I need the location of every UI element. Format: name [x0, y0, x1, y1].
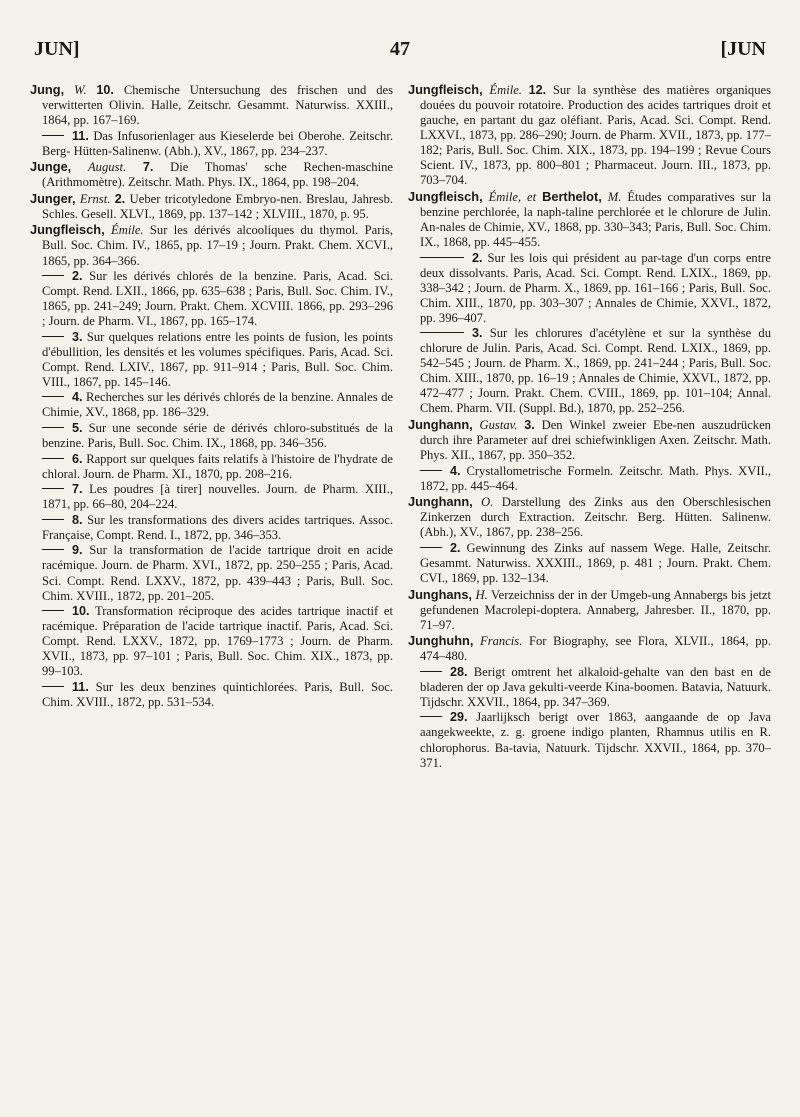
entry-number: 2.	[114, 191, 126, 206]
ditto-dash	[42, 427, 64, 428]
entry-number: 9.	[72, 543, 83, 558]
entry-number: 10.	[72, 604, 90, 619]
bibliography-entry	[408, 82, 771, 188]
entry-text: For Biography, see Flora, XLVII., 1864, pp. 474–480.	[420, 634, 771, 664]
bibliography-entry	[30, 543, 393, 603]
author-given-name: Émile.	[111, 223, 144, 238]
author-surname: Junghann,	[408, 494, 473, 510]
bibliography-entry	[30, 222, 393, 268]
bibliography-entry	[408, 417, 771, 463]
entry-number: 11.	[72, 679, 89, 694]
ditto-dash	[420, 547, 442, 548]
bibliography-entry	[408, 189, 771, 250]
bibliography-entry	[30, 159, 393, 190]
author-surname: Jungfleisch,	[408, 188, 483, 204]
entry-number: 6.	[72, 451, 83, 466]
ditto-dash	[420, 332, 464, 333]
entry-text: Sur la synthèse des matières organiques douées du pouvoir rotatoire. Production des acides tartriques droit et gauche, en partant du gaz oléfiant. Paris, Acad. Sci. Compt. Rend. LXXVI., 1873, pp. 286–290; Journ. de Pharm. XVII., 1873, pp. 177–182; Paris, Bull. Soc. Chim. XIX., 1873, pp. 194–199 ; Revue Cours Scient. IV., 1873, pp. 800–801 ; Pharmaceut. Journ. III., 1873, pp. 703–704.	[420, 83, 771, 188]
author-given-name: O.	[481, 495, 494, 510]
entry-number: 2.	[72, 269, 83, 284]
entry-text: Sur les lois qui président au par-tage d'un corps entre deux dissolvants. Paris, Acad. Sci. Compt. Rend. LXIX., 1869, pp. 338–342 ; Journ. de Pharm. X., 1869, pp. 161–166 ; Paris, Bull. Soc. Chim. XIII., 1870, pp. 303–307 ; Annales de Chimie, XXVI., 1872, pp. 396–407.	[420, 250, 771, 325]
ditto-dash	[420, 716, 442, 717]
entry-text: Ueber tricotyledone Embryo-nen. Breslau, Jahresb. Schles. Gesell. XLVI., 1869, pp. 137–142 ; XLVIII., 1870, p. 95.	[42, 191, 394, 221]
entry-text: Recherches sur les dérivés chlorés de la benzine. Annales de Chimie, XV., 1868, pp. 186–329.	[42, 390, 393, 420]
bibliography-entry	[408, 633, 771, 664]
bibliography-entry	[30, 390, 393, 420]
ditto-dash	[42, 686, 64, 687]
bibliography-entry	[30, 82, 393, 128]
author-given-name: W.	[74, 83, 87, 97]
entry-text: Crystallometrische Formeln. Zeitschr. Math. Phys. XVII., 1872, pp. 445–464.	[420, 463, 771, 493]
bibliography-entry	[408, 587, 771, 633]
author-surname: Junge,	[30, 159, 72, 175]
entry-number: 2.	[472, 250, 483, 265]
author-surname: Jungfleisch,	[408, 82, 483, 97]
entry-text: Les poudres [à tirer] nouvelles. Journ. de Pharm. XIII., 1871, pp. 66–80, 204–224.	[42, 482, 393, 512]
coauthor-surname: Berthelot,	[542, 188, 602, 204]
entry-number: 10.	[96, 83, 114, 97]
entry-number: 7.	[72, 482, 83, 497]
bibliography-entry	[30, 129, 393, 159]
entry-number: 3.	[472, 326, 483, 341]
entry-text: Die Thomas' sche Rechen-maschine (Arithmomètre). Zeitschr. Math. Phys. IX., 1864, pp. 198–204.	[42, 160, 393, 190]
entry-text: Transformation réciproque des acides tartrique inactif et racémique. Préparation de l'acide tartrique inactif. Paris, Acad. Sci. Compt. Rend. LXXV., 1872, pp. 1769–1773 ; Journ. de Pharm. XVII., 1873, pp. 97–101 ; Paris, Bull. Soc. Chim. XIX., 1873, pp. 99–103.	[42, 604, 394, 679]
entry-text: Den Winkel zweier Ebe-nen auszudrücken durch ihre Parameter auf drei schiefwinkligen Axen. Zeitschr. Math. Phys. XII., 1867, pp. 350–352.	[420, 418, 771, 463]
entry-number: 5.	[72, 421, 83, 436]
entry-text: Sur les dérivés alcooliques du thymol. Paris, Bull. Soc. Chim. IV., 1865, pp. 17–19 ; Journ. Prakt. Chem. XCVI., 1865, pp. 364–366.	[42, 223, 393, 268]
entry-number: 4.	[450, 463, 461, 478]
ditto-dash	[42, 610, 64, 611]
ditto-dash	[42, 488, 64, 489]
bibliography-entry	[30, 452, 393, 482]
bibliography-entry	[30, 680, 393, 710]
ditto-dash	[42, 549, 64, 550]
author-given-name: Gustav.	[479, 418, 518, 433]
author-given-name: August.	[87, 160, 127, 175]
author-surname: Junghuhn,	[408, 633, 474, 649]
left-column	[30, 82, 393, 710]
entry-number: 3.	[524, 418, 535, 433]
ditto-dash	[42, 396, 64, 397]
bibliography-entry	[30, 269, 393, 329]
bibliography-entry	[408, 665, 771, 710]
bibliography-entry	[30, 421, 393, 451]
entry-text: Gewinnung des Zinks auf nassem Wege. Halle, Zeitschr. Gesammt. Naturwiss. XXXIII., 1869, p. 481 ; Journ. Prakt. Chem. CVI., 1869, pp. 132–134.	[420, 540, 771, 585]
ditto-dash	[420, 671, 442, 672]
entry-number: 12.	[528, 83, 547, 97]
ditto-dash	[420, 257, 464, 258]
entry-text: Sur quelques relations entre les points de fusion, les points d'ébullition, les densités et les volumes spécifiques. Paris, Acad. Sci. Compt. Rend. LXIV., 1867, pp. 911–914 ; Paris, Bull. Soc. Chim. VIII., 1867, pp. 145–146.	[42, 329, 393, 389]
entry-number: 7.	[142, 160, 154, 175]
bibliography-entry	[30, 191, 393, 222]
bibliography-entry	[30, 330, 393, 390]
author-given-name: Ernst.	[79, 191, 111, 206]
author-surname: Junghann,	[408, 417, 473, 433]
ditto-dash	[42, 519, 64, 520]
entry-number: 29.	[450, 710, 468, 725]
author-surname: Jung,	[30, 82, 65, 97]
entry-text: Jaarlijksch berigt over 1863, aangaande de op Java aangekweekte, z. g. groene indigo planten, Rhamnus utilis en R. chlorophorus. Ba-tavia, Natuurk. Tijdschr. XXVII., 1864, pp. 370–371.	[420, 710, 771, 770]
author-given-name: Émile.	[489, 83, 522, 97]
bibliography-entry	[30, 604, 393, 679]
author-surname: Junger,	[30, 190, 76, 206]
entry-text: Sur la transformation de l'acide tartrique droit en acide racémique. Journ. de Pharm. XVI., 1872, pp. 250–255 ; Paris, Acad. Sci. Compt. Rend. LXXV., 1872, pp. 439–443 ; Paris, Bull. Soc. Chim. XVIII., 1872, pp. 201–205.	[42, 543, 394, 603]
entry-number: 3.	[72, 329, 83, 344]
page-header	[34, 38, 766, 64]
bibliography-entry	[408, 251, 771, 326]
bibliography-entry	[408, 464, 771, 494]
header-right: [JUN	[720, 38, 766, 60]
entry-text: Verzeichniss der in der Umgeb-ung Annabergs bis jetzt gefundenen Macrolepi-doptera. Annaberg, Jahresber. II., 1870, pp. 71–97.	[420, 587, 771, 632]
author-given-name: H.	[475, 587, 488, 602]
header-left: JUN]	[34, 38, 80, 60]
bibliography-entry	[408, 541, 771, 586]
bibliography-entry	[408, 326, 771, 416]
ditto-dash	[420, 470, 442, 471]
entry-text: Berigt omtrent het alkaloid-gehalte van den bast en de bladeren der op Java gekulti-veerde Kina-boomen. Batavia, Natuurk. Tijdschr. XXVII., 1864, pp. 347–369.	[420, 664, 771, 709]
entry-number: 2.	[450, 540, 461, 555]
entry-number: 8.	[72, 512, 83, 527]
ditto-dash	[42, 135, 64, 136]
bibliography-entry	[30, 513, 393, 543]
entry-text: Sur les transformations des divers acides tartriques. Assoc. Française, Compt. Rend. I., 1872, pp. 346–353.	[42, 512, 393, 542]
entry-text: Rapport sur quelques faits relatifs à l'histoire de l'hydrate de chloral. Journ. de Pharm. XI., 1870, pp. 208–216.	[42, 451, 393, 481]
entry-text: Das Infusorienlager aus Kieselerde bei Oberohe. Zeitschr. Berg- Hütten-Salinenw. (Abh.), XV., 1867, pp. 234–237.	[42, 128, 393, 158]
entry-number: 11.	[72, 128, 89, 143]
bibliography-entry	[408, 710, 771, 770]
coauthor-given-name: M.	[607, 189, 622, 204]
bibliography-entry	[408, 494, 771, 540]
entry-text: Études comparatives sur la benzine perchlorée, la naph-taline perchlorée et le chlorure de Julin. An-nales de Chimie, XV., 1868, pp. 330–343; Paris, Bull. Soc. Chim. IX., 1868, pp. 445–455.	[420, 189, 772, 249]
entry-number: 4.	[72, 390, 83, 405]
ditto-dash	[42, 275, 64, 276]
author-surname: Junghans,	[408, 586, 472, 602]
right-column	[408, 82, 771, 771]
entry-text: Sur les dérivés chlorés de la benzine. Paris, Acad. Sci. Compt. Rend. LXII., 1866, pp. 635–638 ; Paris, Bull. Soc. Chim. IV., 1865, pp. 241–249; Journ. Prakt. Chem. XCVIII. 1866, pp. 293–296 ; Journ. de Pharm. VI., 1867, pp. 165–174.	[42, 269, 393, 329]
author-given-name: Émile, et	[488, 189, 537, 204]
page-number: 47	[390, 38, 410, 60]
entry-text: Chemische Untersuchung des frischen und des verwitterten Olivin. Halle, Zeitschr. Gesammt. Naturwiss. XXIII., 1864, pp. 167–169.	[42, 83, 393, 128]
entry-text: Sur les chlorures d'acétylène et sur la synthèse du chlorure de Julin. Paris, Acad. Sci. Compt. Rend. LXIX., 1869, pp. 542–545 ; Journ. de Pharm. X., 1869, pp. 241–244 ; Paris, Bull. Soc. Chim. XIII., 1870, pp. 16–19 ; Annales de Chimie, XXVI., 1872, pp. 472–477 ; Journ. Prakt. Chem. CVIII., 1869, pp. 101–104; Annal. Chem. Pharm. VII. (Suppl. Bd.), 1870, pp. 252–256.	[420, 326, 771, 416]
author-given-name: Francis.	[480, 634, 523, 649]
author-surname: Jungfleisch,	[30, 222, 105, 238]
entry-text: Darstellung des Zinks aus den Oberschlesischen Zinkerzen durch Extraction. Zeitschr. Berg. Hütten. Salinenw. (Abh.), XV., 1867, pp. 238–256.	[420, 495, 771, 540]
bibliography-entry	[30, 482, 393, 512]
entry-text: Sur une seconde série de dérivés chloro-substitués de la benzine. Paris, Bull. Soc. Chim. IX., 1868, pp. 346–356.	[42, 421, 393, 451]
ditto-dash	[42, 336, 64, 337]
ditto-dash	[42, 458, 64, 459]
entry-number: 28.	[450, 664, 468, 679]
entry-text: Sur les deux benzines quintichlorées. Paris, Bull. Soc. Chim. XVIII., 1872, pp. 531–534.	[42, 679, 393, 709]
